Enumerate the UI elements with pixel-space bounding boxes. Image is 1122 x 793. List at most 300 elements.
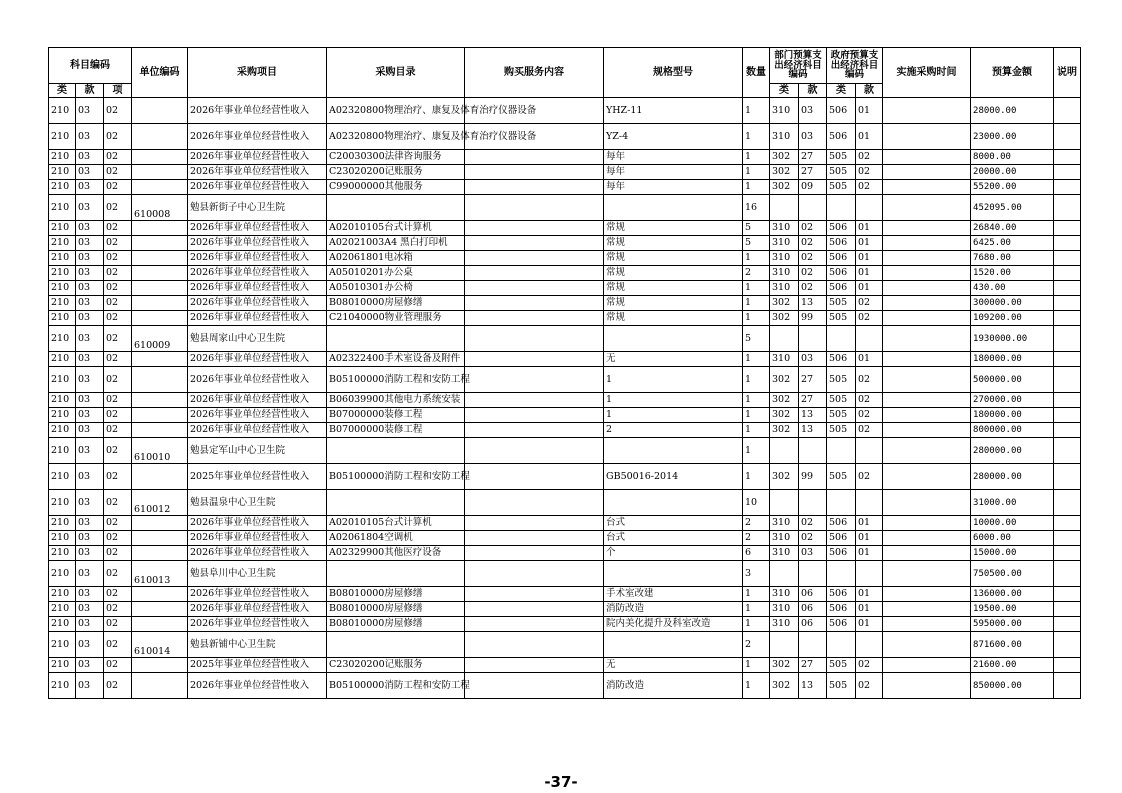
cell-kuan: 03 [76, 408, 104, 423]
cell-qty: 5 [743, 236, 770, 251]
cell-impl-time [883, 251, 971, 266]
cell-gov-kuan: 01 [856, 617, 883, 632]
cell-gov-kuan: 02 [856, 296, 883, 311]
cell-catalog: A02329900其他医疗设备 [327, 546, 465, 561]
cell-service [465, 632, 604, 658]
cell-catalog: A02320800物理治疗、康复及体育治疗仪器设备 [327, 124, 465, 150]
cell-note [1054, 311, 1081, 326]
cell-lei: 210 [49, 658, 76, 673]
cell-lei: 210 [49, 490, 76, 516]
cell-lei: 210 [49, 266, 76, 281]
cell-dept-lei: 302 [770, 673, 799, 699]
cell-lei: 210 [49, 180, 76, 195]
cell-xiang: 02 [104, 516, 132, 531]
cell-project: 2026年事业单位经营性收入 [188, 546, 327, 561]
cell-impl-time [883, 602, 971, 617]
table-body [49, 98, 1081, 699]
cell-service [465, 367, 604, 393]
cell-note [1054, 236, 1081, 251]
table-row [49, 311, 1081, 326]
unit-summary-row [49, 438, 1081, 464]
cell-gov-lei: 505 [827, 367, 856, 393]
cell-kuan: 03 [76, 658, 104, 673]
cell-dept-lei: 310 [770, 251, 799, 266]
cell-spec: 1 [604, 393, 743, 408]
cell-dept-kuan: 02 [799, 266, 827, 281]
cell-unit-code: 610008 [132, 195, 188, 221]
cell-lei: 210 [49, 393, 76, 408]
cell-lei: 210 [49, 281, 76, 296]
cell-kuan: 03 [76, 251, 104, 266]
cell-service [465, 464, 604, 490]
cell-catalog: A02320800物理治疗、康复及体育治疗仪器设备 [327, 98, 465, 124]
cell-dept-lei: 302 [770, 658, 799, 673]
cell-gov-kuan: 02 [856, 311, 883, 326]
cell-service [465, 150, 604, 165]
cell-catalog: C23020200记账服务 [327, 658, 465, 673]
cell-dept-lei: 310 [770, 546, 799, 561]
cell-kuan: 03 [76, 602, 104, 617]
cell-note [1054, 98, 1081, 124]
table-row [49, 546, 1081, 561]
cell-qty: 1 [743, 311, 770, 326]
cell-gov-lei: 505 [827, 311, 856, 326]
cell-qty: 2 [743, 266, 770, 281]
cell-qty: 1 [743, 602, 770, 617]
cell-impl-time [883, 352, 971, 367]
cell-amount: 280000.00 [971, 464, 1054, 490]
cell-dept-lei: 302 [770, 408, 799, 423]
cell-gov-kuan [856, 561, 883, 587]
cell-lei: 210 [49, 464, 76, 490]
header-row-main [49, 48, 1081, 84]
cell-dept-kuan: 27 [799, 367, 827, 393]
cell-unit-code [132, 546, 188, 561]
cell-spec [604, 438, 743, 464]
cell-amount: 300000.00 [971, 296, 1054, 311]
cell-spec [604, 326, 743, 352]
cell-project: 2026年事业单位经营性收入 [188, 602, 327, 617]
cell-kuan: 03 [76, 546, 104, 561]
cell-impl-time [883, 266, 971, 281]
cell-amount: 7680.00 [971, 251, 1054, 266]
header-impl-time: 实施采购时间 [883, 48, 971, 98]
cell-dept-lei [770, 326, 799, 352]
cell-service [465, 516, 604, 531]
cell-project: 2026年事业单位经营性收入 [188, 617, 327, 632]
cell-kuan: 03 [76, 617, 104, 632]
cell-note [1054, 367, 1081, 393]
cell-note [1054, 490, 1081, 516]
unit-summary-row [49, 195, 1081, 221]
cell-unit-code: 610010 [132, 438, 188, 464]
cell-spec [604, 490, 743, 516]
cell-lei: 210 [49, 296, 76, 311]
cell-gov-lei: 505 [827, 180, 856, 195]
cell-lei: 210 [49, 311, 76, 326]
cell-impl-time [883, 296, 971, 311]
cell-gov-kuan: 01 [856, 266, 883, 281]
cell-unit-code [132, 124, 188, 150]
cell-dept-kuan: 27 [799, 393, 827, 408]
cell-xiang: 02 [104, 602, 132, 617]
cell-unit-code: 610012 [132, 490, 188, 516]
cell-gov-lei: 506 [827, 221, 856, 236]
cell-xiang: 02 [104, 150, 132, 165]
cell-spec: 每年 [604, 165, 743, 180]
cell-service [465, 251, 604, 266]
cell-gov-lei: 505 [827, 150, 856, 165]
cell-catalog [327, 632, 465, 658]
cell-catalog [327, 561, 465, 587]
cell-dept-kuan: 13 [799, 673, 827, 699]
cell-kuan: 03 [76, 266, 104, 281]
cell-spec: 常规 [604, 296, 743, 311]
cell-unit-code: 610014 [132, 632, 188, 658]
cell-kuan: 03 [76, 352, 104, 367]
cell-spec: 每年 [604, 150, 743, 165]
cell-catalog: B08010000房屋修缮 [327, 587, 465, 602]
cell-gov-lei: 506 [827, 98, 856, 124]
cell-xiang: 02 [104, 180, 132, 195]
cell-unit-code [132, 251, 188, 266]
cell-dept-lei [770, 490, 799, 516]
cell-project: 2026年事业单位经营性收入 [188, 98, 327, 124]
cell-project: 勉县新铺中心卫生院 [188, 632, 327, 658]
cell-kuan: 03 [76, 311, 104, 326]
cell-qty: 1 [743, 617, 770, 632]
cell-lei: 210 [49, 408, 76, 423]
cell-kuan: 03 [76, 98, 104, 124]
cell-qty: 1 [743, 367, 770, 393]
cell-dept-kuan: 03 [799, 98, 827, 124]
cell-impl-time [883, 408, 971, 423]
cell-qty: 6 [743, 546, 770, 561]
cell-xiang: 02 [104, 546, 132, 561]
cell-xiang: 02 [104, 266, 132, 281]
cell-impl-time [883, 98, 971, 124]
cell-unit-code [132, 352, 188, 367]
cell-qty: 2 [743, 632, 770, 658]
cell-note [1054, 438, 1081, 464]
cell-gov-lei: 506 [827, 587, 856, 602]
cell-kuan: 03 [76, 124, 104, 150]
cell-qty: 1 [743, 352, 770, 367]
cell-gov-kuan: 02 [856, 408, 883, 423]
cell-project: 勉县定军山中心卫生院 [188, 438, 327, 464]
cell-dept-lei: 310 [770, 352, 799, 367]
cell-dept-lei [770, 438, 799, 464]
cell-note [1054, 195, 1081, 221]
cell-qty: 5 [743, 326, 770, 352]
cell-unit-code [132, 617, 188, 632]
cell-unit-code [132, 673, 188, 699]
cell-gov-kuan: 01 [856, 546, 883, 561]
cell-unit-code [132, 180, 188, 195]
cell-note [1054, 464, 1081, 490]
cell-gov-kuan: 02 [856, 150, 883, 165]
cell-project: 2026年事业单位经营性收入 [188, 311, 327, 326]
cell-dept-kuan: 02 [799, 531, 827, 546]
cell-gov-lei: 505 [827, 393, 856, 408]
header-xiang: 项 [104, 84, 132, 98]
cell-spec: YZ-4 [604, 124, 743, 150]
cell-qty: 1 [743, 180, 770, 195]
cell-note [1054, 165, 1081, 180]
cell-lei: 210 [49, 617, 76, 632]
cell-dept-kuan [799, 326, 827, 352]
cell-amount: 23000.00 [971, 124, 1054, 150]
cell-catalog: B07000000装修工程 [327, 423, 465, 438]
cell-impl-time [883, 658, 971, 673]
cell-unit-code [132, 367, 188, 393]
cell-lei: 210 [49, 195, 76, 221]
cell-impl-time [883, 516, 971, 531]
cell-xiang: 02 [104, 221, 132, 236]
cell-gov-kuan: 01 [856, 352, 883, 367]
cell-qty: 1 [743, 658, 770, 673]
cell-kuan: 03 [76, 423, 104, 438]
cell-catalog: A05010201办公桌 [327, 266, 465, 281]
cell-gov-lei: 506 [827, 251, 856, 266]
cell-xiang: 02 [104, 236, 132, 251]
table-row [49, 281, 1081, 296]
cell-dept-kuan: 02 [799, 516, 827, 531]
cell-service [465, 195, 604, 221]
unit-summary-row [49, 632, 1081, 658]
cell-gov-lei: 506 [827, 124, 856, 150]
cell-amount: 6425.00 [971, 236, 1054, 251]
cell-impl-time [883, 490, 971, 516]
cell-project: 2026年事业单位经营性收入 [188, 393, 327, 408]
cell-catalog: B08010000房屋修缮 [327, 296, 465, 311]
cell-lei: 210 [49, 602, 76, 617]
cell-project: 勉县新街子中心卫生院 [188, 195, 327, 221]
header-gov-lei: 类 [827, 84, 856, 98]
cell-spec: YHZ-11 [604, 98, 743, 124]
cell-note [1054, 602, 1081, 617]
cell-dept-lei: 310 [770, 531, 799, 546]
cell-note [1054, 516, 1081, 531]
cell-spec: 台式 [604, 531, 743, 546]
cell-dept-lei: 310 [770, 124, 799, 150]
cell-dept-lei: 310 [770, 516, 799, 531]
cell-impl-time [883, 673, 971, 699]
cell-spec: GB50016-2014 [604, 464, 743, 490]
cell-amount: 280000.00 [971, 438, 1054, 464]
cell-dept-kuan: 13 [799, 296, 827, 311]
cell-gov-kuan: 01 [856, 516, 883, 531]
cell-qty: 1 [743, 98, 770, 124]
cell-lei: 210 [49, 221, 76, 236]
table-row [49, 124, 1081, 150]
cell-unit-code [132, 311, 188, 326]
cell-amount: 871600.00 [971, 632, 1054, 658]
cell-service [465, 393, 604, 408]
header-service: 购买服务内容 [465, 48, 604, 98]
cell-dept-lei: 302 [770, 165, 799, 180]
cell-amount: 19500.00 [971, 602, 1054, 617]
cell-impl-time [883, 124, 971, 150]
cell-qty: 5 [743, 221, 770, 236]
cell-impl-time [883, 438, 971, 464]
cell-xiang: 02 [104, 124, 132, 150]
cell-dept-lei: 302 [770, 464, 799, 490]
cell-gov-kuan: 01 [856, 531, 883, 546]
cell-unit-code [132, 296, 188, 311]
cell-gov-kuan: 02 [856, 673, 883, 699]
cell-catalog: C20030300法律咨询服务 [327, 150, 465, 165]
cell-spec [604, 561, 743, 587]
cell-gov-kuan: 02 [856, 423, 883, 438]
table-row [49, 251, 1081, 266]
cell-note [1054, 221, 1081, 236]
table-row [49, 180, 1081, 195]
cell-service [465, 423, 604, 438]
cell-impl-time [883, 367, 971, 393]
cell-service [465, 296, 604, 311]
cell-impl-time [883, 546, 971, 561]
cell-spec: 个 [604, 546, 743, 561]
cell-project: 勉县周家山中心卫生院 [188, 326, 327, 352]
cell-impl-time [883, 587, 971, 602]
cell-lei: 210 [49, 516, 76, 531]
cell-amount: 1930000.00 [971, 326, 1054, 352]
header-spec: 规格型号 [604, 48, 743, 98]
cell-gov-kuan: 01 [856, 587, 883, 602]
cell-spec: 手术室改建 [604, 587, 743, 602]
cell-kuan: 03 [76, 632, 104, 658]
cell-catalog: A02061804空调机 [327, 531, 465, 546]
cell-gov-kuan [856, 326, 883, 352]
cell-dept-lei: 302 [770, 180, 799, 195]
table-row [49, 423, 1081, 438]
cell-project: 2026年事业单位经营性收入 [188, 221, 327, 236]
cell-service [465, 326, 604, 352]
cell-kuan: 03 [76, 150, 104, 165]
table-row [49, 602, 1081, 617]
cell-lei: 210 [49, 251, 76, 266]
cell-dept-kuan: 99 [799, 464, 827, 490]
cell-dept-kuan [799, 438, 827, 464]
cell-note [1054, 531, 1081, 546]
cell-service [465, 165, 604, 180]
cell-unit-code [132, 531, 188, 546]
cell-amount: 452095.00 [971, 195, 1054, 221]
cell-kuan: 03 [76, 516, 104, 531]
cell-kuan: 03 [76, 464, 104, 490]
cell-qty: 1 [743, 423, 770, 438]
cell-dept-lei: 310 [770, 266, 799, 281]
cell-gov-kuan: 02 [856, 393, 883, 408]
cell-qty: 10 [743, 490, 770, 516]
unit-summary-row [49, 561, 1081, 587]
cell-impl-time [883, 423, 971, 438]
cell-amount: 1520.00 [971, 266, 1054, 281]
cell-catalog: C99000000其他服务 [327, 180, 465, 195]
cell-impl-time [883, 326, 971, 352]
cell-amount: 180000.00 [971, 352, 1054, 367]
cell-gov-lei: 505 [827, 423, 856, 438]
page-number: -37- [544, 773, 578, 791]
cell-gov-kuan: 02 [856, 180, 883, 195]
cell-project: 2025年事业单位经营性收入 [188, 464, 327, 490]
cell-lei: 210 [49, 438, 76, 464]
cell-note [1054, 617, 1081, 632]
cell-qty: 1 [743, 464, 770, 490]
cell-service [465, 546, 604, 561]
cell-project: 2025年事业单位经营性收入 [188, 658, 327, 673]
cell-kuan: 03 [76, 236, 104, 251]
cell-service [465, 587, 604, 602]
cell-catalog: B08010000房屋修缮 [327, 602, 465, 617]
cell-catalog: A02010105台式计算机 [327, 516, 465, 531]
cell-dept-kuan: 09 [799, 180, 827, 195]
cell-gov-lei [827, 438, 856, 464]
cell-gov-lei: 505 [827, 408, 856, 423]
unit-summary-row [49, 326, 1081, 352]
cell-catalog: A02010105台式计算机 [327, 221, 465, 236]
cell-amount: 10000.00 [971, 516, 1054, 531]
cell-lei: 210 [49, 673, 76, 699]
cell-gov-kuan: 01 [856, 221, 883, 236]
cell-gov-kuan: 02 [856, 165, 883, 180]
cell-gov-kuan: 02 [856, 658, 883, 673]
cell-gov-lei: 506 [827, 617, 856, 632]
cell-kuan: 03 [76, 180, 104, 195]
cell-catalog: A05010301办公椅 [327, 281, 465, 296]
table-row [49, 165, 1081, 180]
cell-service [465, 531, 604, 546]
cell-catalog: A02021003A4 黑白打印机 [327, 236, 465, 251]
cell-dept-lei: 310 [770, 602, 799, 617]
table-row [49, 658, 1081, 673]
cell-amount: 136000.00 [971, 587, 1054, 602]
cell-project: 勉县阜川中心卫生院 [188, 561, 327, 587]
cell-catalog [327, 326, 465, 352]
cell-impl-time [883, 150, 971, 165]
cell-xiang: 02 [104, 165, 132, 180]
cell-kuan: 03 [76, 281, 104, 296]
table-row [49, 408, 1081, 423]
unit-summary-row [49, 490, 1081, 516]
cell-xiang: 02 [104, 490, 132, 516]
cell-catalog: B06039900其他电力系统安装 [327, 393, 465, 408]
cell-gov-lei: 506 [827, 602, 856, 617]
cell-spec: 无 [604, 658, 743, 673]
header-project: 采购项目 [188, 48, 327, 98]
cell-dept-kuan: 03 [799, 124, 827, 150]
cell-note [1054, 408, 1081, 423]
cell-service [465, 281, 604, 296]
cell-lei: 210 [49, 124, 76, 150]
cell-qty: 1 [743, 251, 770, 266]
header-subject-code: 科目编码 [49, 48, 132, 84]
cell-note [1054, 326, 1081, 352]
table-row [49, 464, 1081, 490]
header-dept-kuan: 款 [799, 84, 827, 98]
cell-catalog [327, 490, 465, 516]
cell-catalog [327, 195, 465, 221]
header-dept-lei: 类 [770, 84, 799, 98]
table-row [49, 531, 1081, 546]
table-row [49, 150, 1081, 165]
cell-service [465, 408, 604, 423]
cell-lei: 210 [49, 98, 76, 124]
cell-lei: 210 [49, 531, 76, 546]
cell-amount: 500000.00 [971, 367, 1054, 393]
cell-catalog: A02061801电冰箱 [327, 251, 465, 266]
